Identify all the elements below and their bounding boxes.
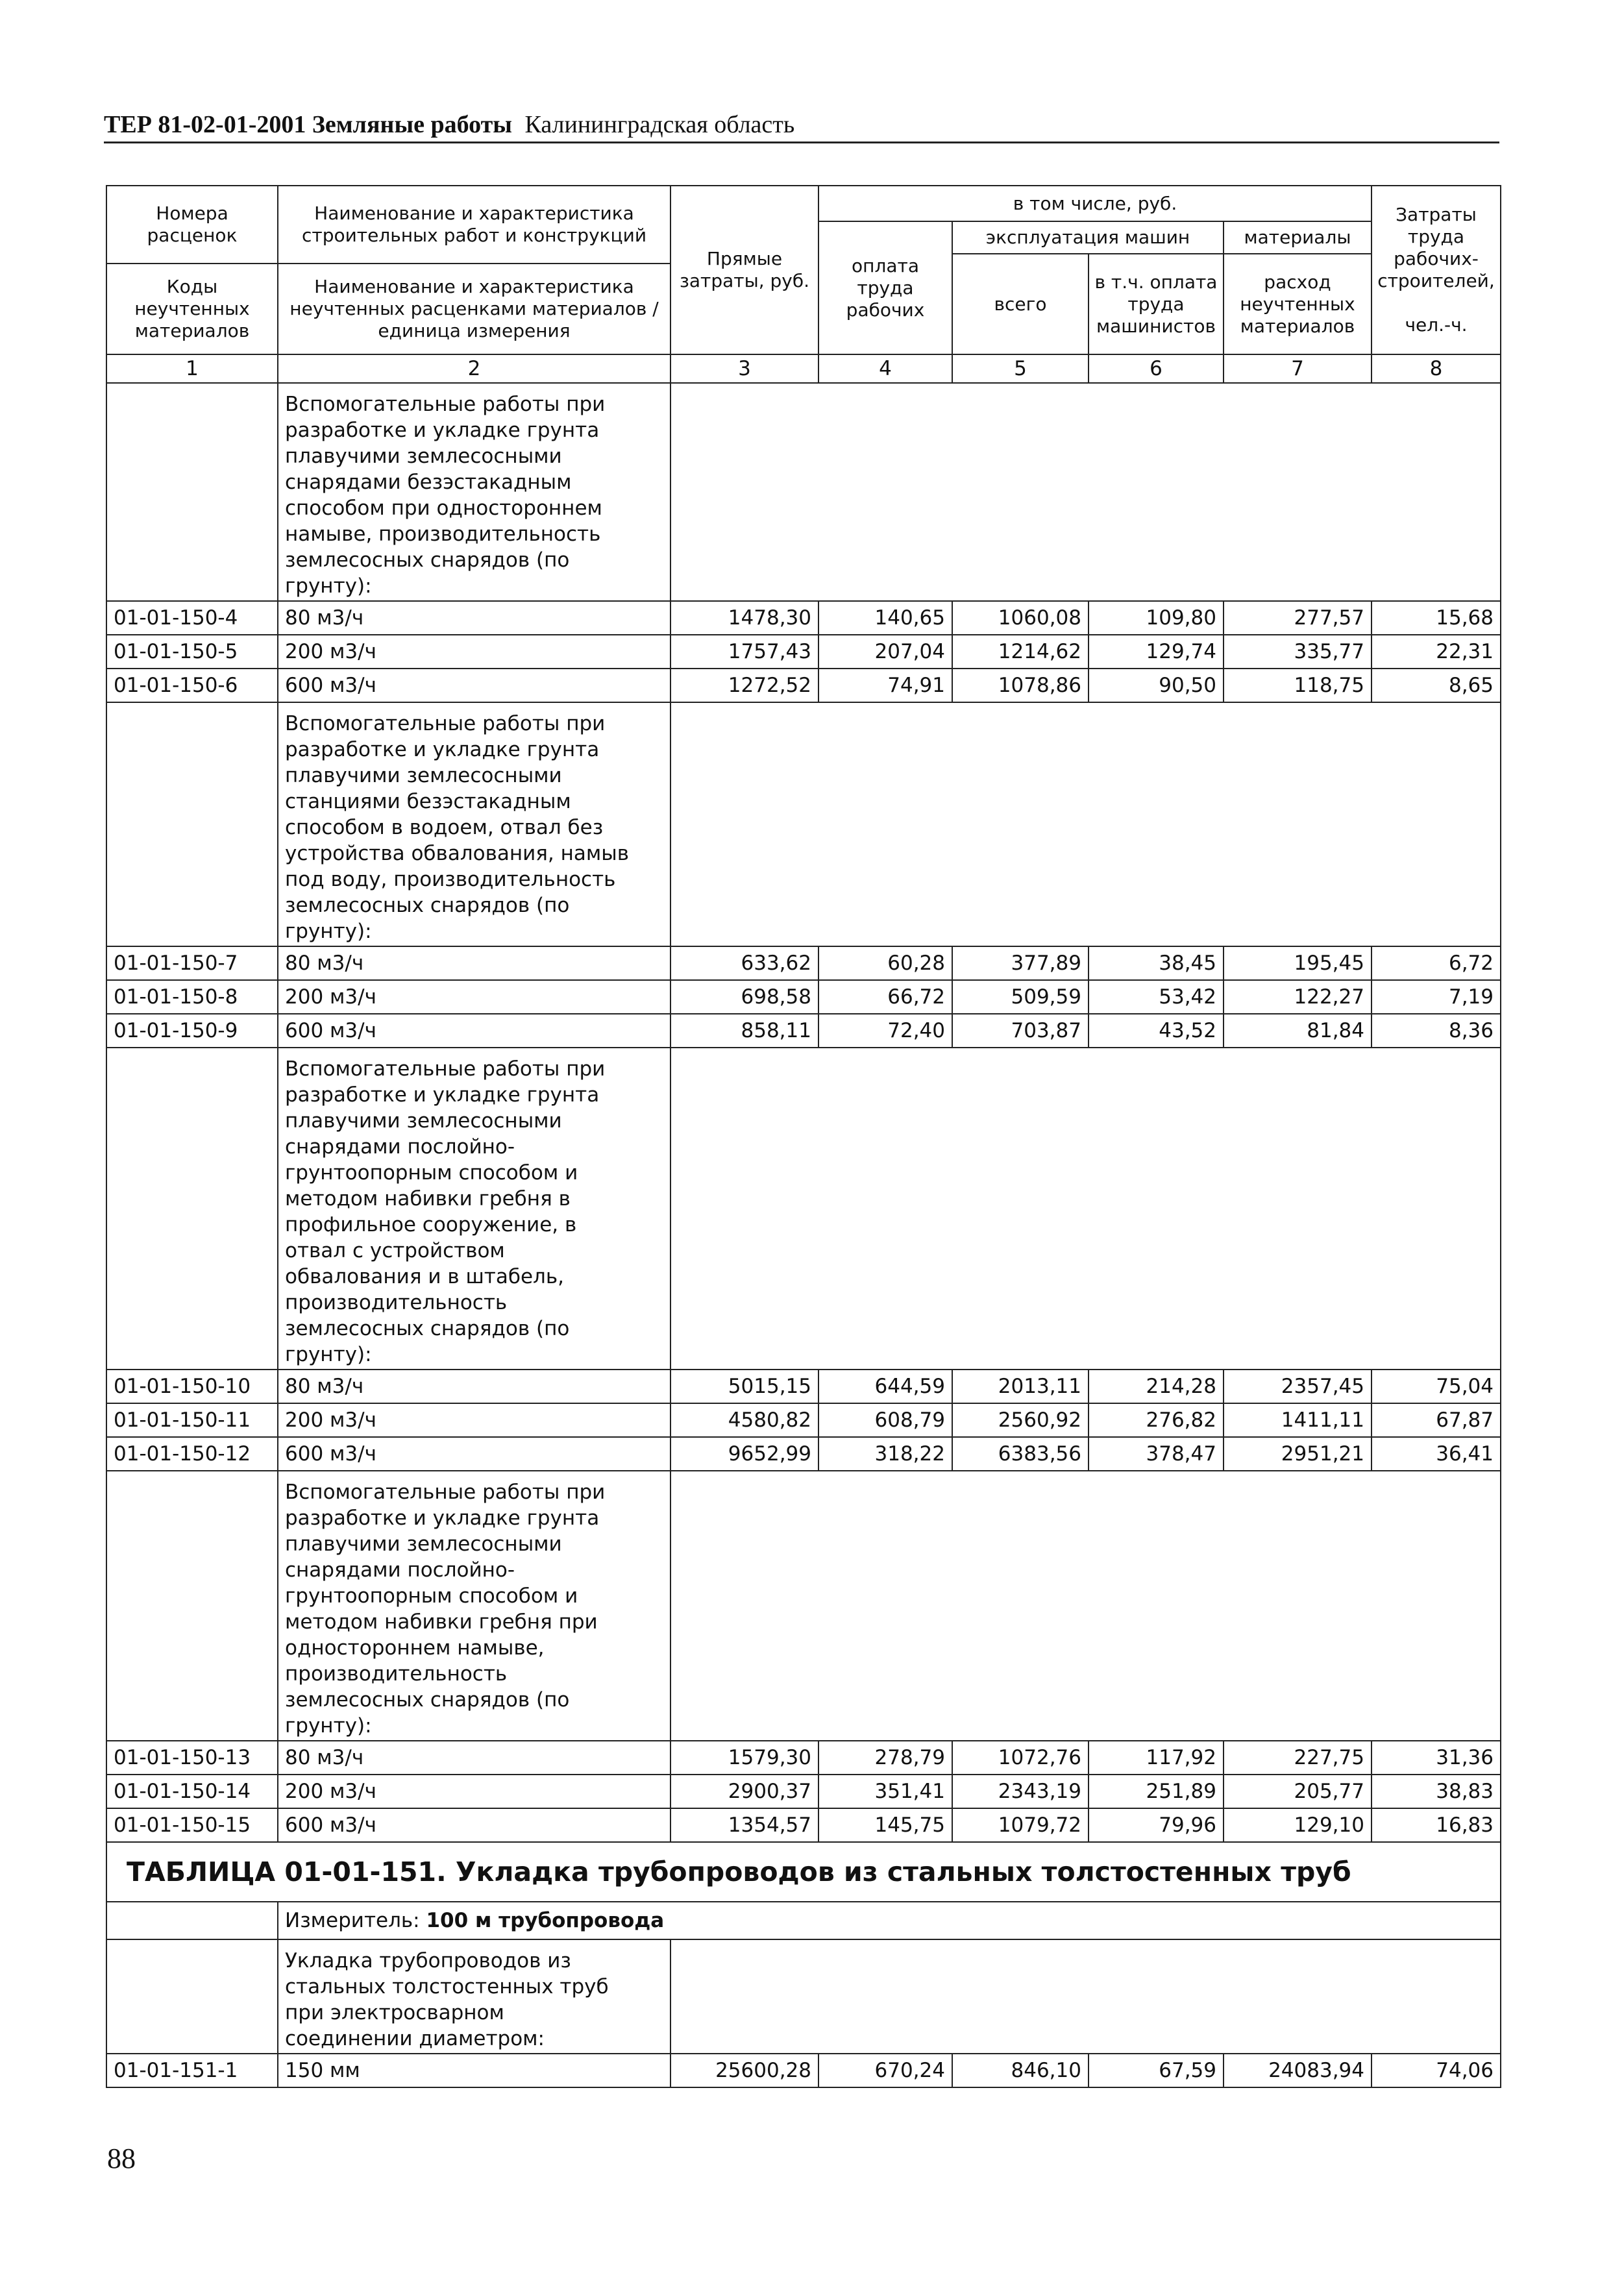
column-number: 7 (1224, 354, 1372, 383)
materials-value: 195,45 (1224, 946, 1372, 980)
materials-value: 1411,11 (1224, 1403, 1372, 1437)
operators-pay-value: 117,92 (1089, 1741, 1224, 1775)
labor-hours-value: 74,06 (1372, 2054, 1501, 2087)
labor-hours-value: 75,04 (1372, 1370, 1501, 1403)
header-machines-total: всего (952, 254, 1089, 354)
worker-pay-value: 351,41 (818, 1775, 952, 1808)
rate-code: 01-01-150-9 (106, 1014, 278, 1048)
materials-value: 205,77 (1224, 1775, 1372, 1808)
section-description-row (106, 702, 1501, 946)
section-description: Вспомогательные работы при разработке и укладке грунта плавучими землесосными снарядами безэстакадным способом при одностороннем намыве, производительность землесосных снарядов (по грунту): (278, 383, 671, 601)
worker-pay-value: 60,28 (818, 946, 952, 980)
table-row (106, 1014, 1501, 1048)
table2-title: ТАБЛИЦА 01-01-151. Укладка трубопроводов из стальных толстостенных труб (106, 1842, 1501, 1902)
section-description-row (106, 383, 1501, 601)
header-worker-pay: оплата труда рабочих (818, 221, 952, 354)
header-labor-hours-title: Затраты труда рабочих-строителей, (1377, 204, 1495, 291)
table-row (106, 635, 1501, 669)
column-number: 6 (1089, 354, 1224, 383)
empty-cell (106, 1471, 278, 1741)
materials-value: 81,84 (1224, 1014, 1372, 1048)
machines-value: 1060,08 (952, 601, 1089, 635)
operators-pay-value: 43,52 (1089, 1014, 1224, 1048)
direct-costs-value: 1478,30 (671, 601, 818, 635)
header-direct-costs: Прямые затраты, руб. (671, 186, 818, 354)
machines-value: 1079,72 (952, 1808, 1089, 1842)
measure-row (106, 1902, 1501, 1939)
worker-pay-value: 140,65 (818, 601, 952, 635)
header-machines: эксплуатация машин (952, 221, 1224, 254)
rate-code: 01-01-150-7 (106, 946, 278, 980)
empty-cell (671, 702, 1501, 946)
measure-value: 100 м трубопровода (426, 1909, 665, 1932)
rate-code: 01-01-150-11 (106, 1403, 278, 1437)
direct-costs-value: 1354,57 (671, 1808, 818, 1842)
operators-pay-value: 38,45 (1089, 946, 1224, 980)
direct-costs-value: 633,62 (671, 946, 818, 980)
labor-hours-value: 16,83 (1372, 1808, 1501, 1842)
machines-value: 1078,86 (952, 669, 1089, 702)
measure-unit (278, 1902, 1501, 1939)
direct-costs-value: 1579,30 (671, 1741, 818, 1775)
operators-pay-value: 67,59 (1089, 2054, 1224, 2087)
rate-code: 01-01-151-1 (106, 2054, 278, 2087)
table-row (106, 669, 1501, 702)
section-description: Укладка трубопроводов из стальных толстостенных труб при электросварном соединении диаметром: (278, 1939, 671, 2054)
operators-pay-value: 90,50 (1089, 669, 1224, 702)
materials-value: 24083,94 (1224, 2054, 1372, 2087)
machines-value: 2343,19 (952, 1775, 1089, 1808)
worker-pay-value: 644,59 (818, 1370, 952, 1403)
labor-hours-value: 36,41 (1372, 1437, 1501, 1471)
direct-costs-value: 4580,82 (671, 1403, 818, 1437)
worker-pay-value: 66,72 (818, 980, 952, 1014)
worker-pay-value: 278,79 (818, 1741, 952, 1775)
empty-cell (671, 1939, 1501, 2054)
worker-pay-value: 670,24 (818, 2054, 952, 2087)
rate-name: 200 м3/ч (278, 1775, 671, 1808)
page-header (104, 109, 1499, 143)
materials-value: 227,75 (1224, 1741, 1372, 1775)
column-number: 4 (818, 354, 952, 383)
section-description: Вспомогательные работы при разработке и укладке грунта плавучими землесосными снарядами послойно- грунтоопорным способом и методом набивки гребня при одностороннем намыве, производительность землесосных снарядов (по грунту): (278, 1471, 671, 1741)
header-including: в том числе, руб. (818, 186, 1372, 221)
labor-hours-value: 22,31 (1372, 635, 1501, 669)
labor-hours-value: 7,19 (1372, 980, 1501, 1014)
rate-name: 600 м3/ч (278, 1437, 671, 1471)
rate-code: 01-01-150-13 (106, 1741, 278, 1775)
machines-value: 1214,62 (952, 635, 1089, 669)
table-row (106, 946, 1501, 980)
section-description-row (106, 1939, 1501, 2054)
machines-value: 703,87 (952, 1014, 1089, 1048)
direct-costs-value: 698,58 (671, 980, 818, 1014)
labor-hours-value: 15,68 (1372, 601, 1501, 635)
empty-cell (106, 702, 278, 946)
materials-value: 122,27 (1224, 980, 1372, 1014)
direct-costs-value: 1757,43 (671, 635, 818, 669)
table-row (106, 601, 1501, 635)
rate-code: 01-01-150-14 (106, 1775, 278, 1808)
header-labor-hours (1372, 186, 1501, 354)
materials-value: 2357,45 (1224, 1370, 1372, 1403)
header-material-name: Наименование и характеристика неучтенных расценками материалов / единица измерения (278, 264, 671, 354)
section-description: Вспомогательные работы при разработке и укладке грунта плавучими землесосными снарядами послойно- грунтоопорным способом и методом набивки гребня в профильное сооружение, в отвал с устройством обвалования и в штабель, производительность землесосных снарядов (по грунту): (278, 1048, 671, 1370)
direct-costs-value: 25600,28 (671, 2054, 818, 2087)
operators-pay-value: 129,74 (1089, 635, 1224, 669)
worker-pay-value: 72,40 (818, 1014, 952, 1048)
header-labor-hours-unit: чел.-ч. (1405, 314, 1468, 336)
rate-name: 80 м3/ч (278, 1370, 671, 1403)
rate-code: 01-01-150-4 (106, 601, 278, 635)
column-number: 5 (952, 354, 1089, 383)
measure-label: Измеритель: (285, 1909, 420, 1932)
header-material-codes: Коды неучтенных материалов (106, 264, 278, 354)
table-row (106, 1437, 1501, 1471)
column-numbers-row (106, 354, 1501, 383)
materials-value: 129,10 (1224, 1808, 1372, 1842)
rate-code: 01-01-150-12 (106, 1437, 278, 1471)
table-row (106, 1775, 1501, 1808)
table-row (106, 1403, 1501, 1437)
machines-value: 2013,11 (952, 1370, 1089, 1403)
operators-pay-value: 276,82 (1089, 1403, 1224, 1437)
labor-hours-value: 6,72 (1372, 946, 1501, 980)
materials-value: 277,57 (1224, 601, 1372, 635)
operators-pay-value: 251,89 (1089, 1775, 1224, 1808)
rate-name: 600 м3/ч (278, 1014, 671, 1048)
machines-value: 1072,76 (952, 1741, 1089, 1775)
table2-title-row (106, 1842, 1501, 1902)
header-materials-consumption: расход неучтенных материалов (1224, 254, 1372, 354)
table-row (106, 1370, 1501, 1403)
document-title: Земляные работы (312, 111, 512, 138)
rate-name: 80 м3/ч (278, 946, 671, 980)
column-number: 3 (671, 354, 818, 383)
direct-costs-value: 5015,15 (671, 1370, 818, 1403)
labor-hours-value: 8,36 (1372, 1014, 1501, 1048)
empty-cell (671, 1048, 1501, 1370)
labor-hours-value: 67,87 (1372, 1403, 1501, 1437)
rate-code: 01-01-150-5 (106, 635, 278, 669)
header-materials-group: материалы (1224, 221, 1372, 254)
table-row (106, 1741, 1501, 1775)
rates-table (106, 185, 1501, 2088)
empty-cell (106, 1939, 278, 2054)
worker-pay-value: 318,22 (818, 1437, 952, 1471)
direct-costs-value: 9652,99 (671, 1437, 818, 1471)
operators-pay-value: 378,47 (1089, 1437, 1224, 1471)
direct-costs-value: 858,11 (671, 1014, 818, 1048)
worker-pay-value: 608,79 (818, 1403, 952, 1437)
rate-code: 01-01-150-15 (106, 1808, 278, 1842)
labor-hours-value: 8,65 (1372, 669, 1501, 702)
labor-hours-value: 31,36 (1372, 1741, 1501, 1775)
operators-pay-value: 53,42 (1089, 980, 1224, 1014)
operators-pay-value: 79,96 (1089, 1808, 1224, 1842)
header-text (104, 110, 794, 139)
document-region: Калининградская область (524, 111, 795, 138)
empty-cell (106, 1048, 278, 1370)
labor-hours-value: 38,83 (1372, 1775, 1501, 1808)
machines-value: 377,89 (952, 946, 1089, 980)
rate-code: 01-01-150-6 (106, 669, 278, 702)
rate-name: 80 м3/ч (278, 601, 671, 635)
column-number: 1 (106, 354, 278, 383)
operators-pay-value: 214,28 (1089, 1370, 1224, 1403)
rate-name: 200 м3/ч (278, 980, 671, 1014)
empty-cell (671, 1471, 1501, 1741)
direct-costs-value: 1272,52 (671, 669, 818, 702)
empty-cell (106, 383, 278, 601)
page-number: 88 (107, 2143, 136, 2174)
table-row (106, 2054, 1501, 2087)
header-work-name: Наименование и характеристика строительных работ и конструкций (278, 186, 671, 264)
section-description-row (106, 1048, 1501, 1370)
rate-name: 200 м3/ч (278, 635, 671, 669)
rate-name: 200 м3/ч (278, 1403, 671, 1437)
rate-code: 01-01-150-10 (106, 1370, 278, 1403)
worker-pay-value: 207,04 (818, 635, 952, 669)
table-row (106, 980, 1501, 1014)
operators-pay-value: 109,80 (1089, 601, 1224, 635)
document-code: ТЕР 81-02-01-2001 (104, 111, 306, 138)
empty-cell (106, 1902, 278, 1939)
empty-cell (671, 383, 1501, 601)
direct-costs-value: 2900,37 (671, 1775, 818, 1808)
section-description-row (106, 1471, 1501, 1741)
rate-name: 600 м3/ч (278, 669, 671, 702)
machines-value: 2560,92 (952, 1403, 1089, 1437)
column-number: 2 (278, 354, 671, 383)
column-number: 8 (1372, 354, 1501, 383)
machines-value: 509,59 (952, 980, 1089, 1014)
rate-name: 600 м3/ч (278, 1808, 671, 1842)
worker-pay-value: 145,75 (818, 1808, 952, 1842)
rate-name: 150 мм (278, 2054, 671, 2087)
section-description: Вспомогательные работы при разработке и укладке грунта плавучими землесосными станциями безэстакадным способом в водоем, отвал без устройства обвалования, намыв под воду, производительность землесосных снарядов (по грунту): (278, 702, 671, 946)
rate-name: 80 м3/ч (278, 1741, 671, 1775)
header-operators-pay: в т.ч. оплата труда машинистов (1089, 254, 1224, 354)
machines-value: 6383,56 (952, 1437, 1089, 1471)
worker-pay-value: 74,91 (818, 669, 952, 702)
materials-value: 335,77 (1224, 635, 1372, 669)
header-rate-numbers: Номера расценок (106, 186, 278, 264)
table-row (106, 1808, 1501, 1842)
rate-code: 01-01-150-8 (106, 980, 278, 1014)
materials-value: 118,75 (1224, 669, 1372, 702)
materials-value: 2951,21 (1224, 1437, 1372, 1471)
machines-value: 846,10 (952, 2054, 1089, 2087)
